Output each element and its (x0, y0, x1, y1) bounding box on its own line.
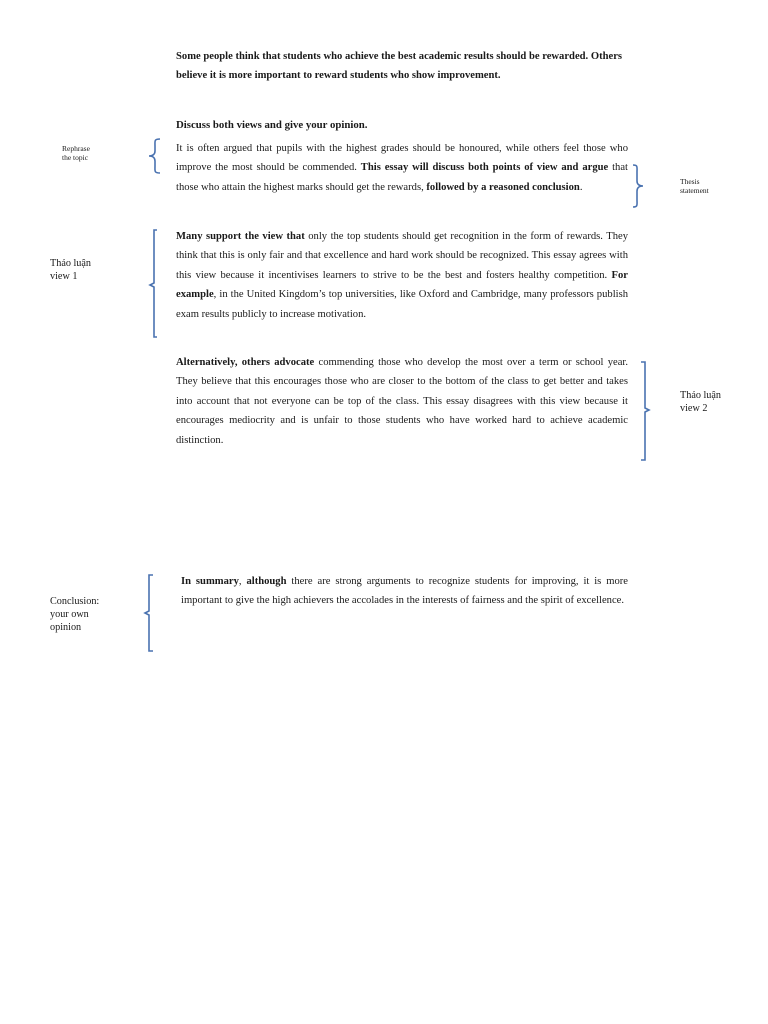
annotation-view-1-line1: Thảo luận (50, 258, 92, 269)
essay-prompt: Some people think that students who achieve the best academic results should be rewarded. Others believe it is more important to reward students who show improvement. (176, 51, 623, 82)
text-segment: only the top students should get recognition in the form of rewards. They think that this is only fair and that excellence and hard work should be recognized. This essay agrees with this view because it incentivises learners to strive to be the best and fosters healthy competition. (176, 231, 628, 281)
body-paragraph-2 (176, 353, 628, 450)
annotation-view-1-line2: view 1 (50, 270, 78, 282)
annotation-rephrase-line1: Rephrase (62, 144, 90, 153)
emphasized-phrase: In summary (181, 576, 239, 587)
left-square-brace-icon (146, 229, 162, 339)
emphasized-phrase: followed by a reasoned conclusion (426, 181, 580, 193)
annotation-view-2-line2: view 2 (680, 402, 708, 414)
body-paragraph-1 (176, 227, 628, 324)
text-segment: commending those who develop the most over a term or school year. They believe that this encourages those who are closer to the bottom of the class to get better and takes into account that not everyone can be top of the class. This essay disagrees with this view because it encourages mediocrity and is unfair to those students who have worked hard to achieve academic distinction. (176, 357, 628, 446)
annotation-view-2 (680, 390, 721, 416)
left-curly-brace-icon (144, 138, 164, 174)
annotation-thesis-line1: Thesis (680, 177, 700, 186)
annotation-conclusion-line3: opinion (50, 621, 82, 633)
text-segment: It is often argued that pupils with the highest grades should be honoured, while others feel those who improve the most should be commended. (176, 143, 628, 174)
introduction-paragraph (176, 139, 628, 197)
annotation-view-1 (50, 258, 91, 284)
right-curly-brace-icon (630, 164, 650, 208)
text-segment: , in the United Kingdom’s top universities, like Oxford and Cambridge, many professors publish exam results publicly to increase motivation. (176, 289, 628, 320)
conclusion-paragraph (181, 572, 628, 611)
text-segment: , (238, 576, 247, 587)
annotation-conclusion-line1: Conclusion: (50, 596, 100, 607)
annotation-conclusion-line2: your own (50, 608, 89, 620)
text-segment: . (579, 181, 583, 193)
text-segment: there are strong arguments to recognize students for improving, it is more important to give the high achievers the accolades in the interests of fairness and the spirit of excellence. (181, 576, 628, 607)
left-square-brace-conclusion-icon (141, 574, 157, 653)
emphasized-phrase: Alternatively, others advocate (176, 357, 315, 368)
annotation-rephrase-line2: the topic (62, 153, 89, 163)
annotation-thesis-line2: statement (680, 186, 709, 196)
annotation-view-2-line1: Thảo luận (680, 390, 722, 401)
annotation-rephrase (62, 144, 90, 163)
right-square-brace-icon (638, 361, 654, 462)
text-segment: that those who attain the highest marks should get the rewards, (176, 162, 628, 193)
annotation-conclusion (50, 596, 99, 634)
emphasized-phrase: although (246, 576, 287, 587)
emphasized-phrase: This essay will discuss both points of view and argue (360, 162, 609, 174)
annotation-thesis (680, 177, 709, 196)
emphasized-phrase: For example (176, 269, 628, 301)
essay-task: Discuss both views and give your opinion. (176, 119, 368, 131)
emphasized-phrase: Many support the view that (176, 231, 305, 242)
